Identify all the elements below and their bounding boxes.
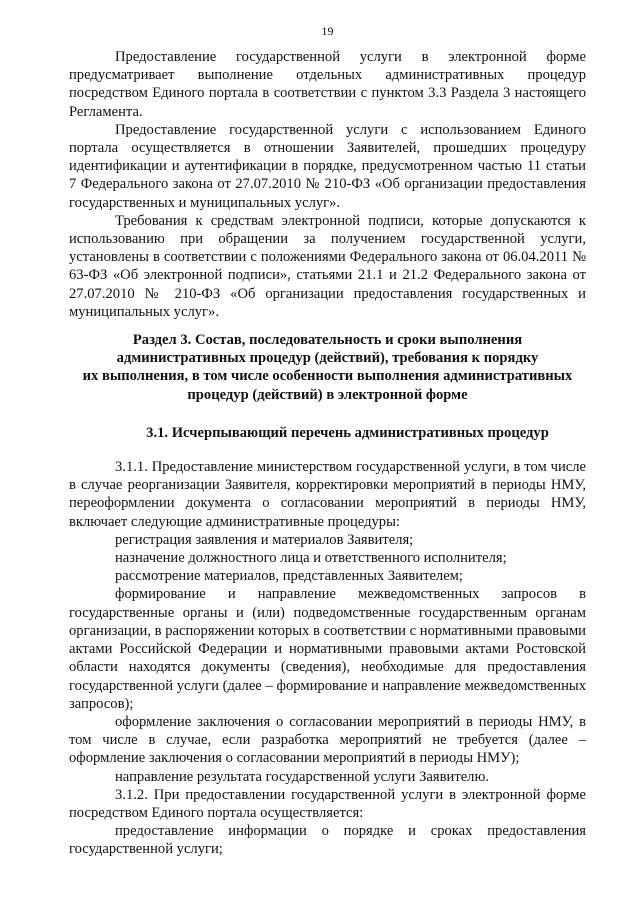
paragraph: 3.1.2. При предоставлении государственной услуги в электронной форме посредством Единого портала осуществляется: [69,786,586,821]
list-item: оформление заключения о согласовании мероприятий в периоды НМУ, в том числе в случае, если разработка мероприятий не требуется (далее – оформление заключения о согласовании мероприятий в периоды НМУ); [69,713,586,767]
list-item: рассмотрение материалов, представленных Заявителем; [115,568,463,585]
section-heading [69,331,586,404]
subsection-heading: 3.1. Исчерпывающий перечень административных процедур [146,424,549,441]
page-number: 19 [321,24,334,38]
paragraph: 3.1.1. Предоставление министерством государственной услуги, в том числе в случае реорганизации Заявителя, корректировки мероприятий в периоды НМУ, переоформлении документа о согласовании мероприятий в периоды НМУ, включает следующие административные процедуры: [69,459,586,530]
list-item: назначение должностного лица и ответственного исполнителя; [115,550,507,567]
list-item: регистрация заявления и материалов Заявителя; [115,531,414,548]
section-heading-line: административных процедур (действий), требования к порядку [116,350,539,367]
list-item: формирование и направление межведомственных запросов в государственные органы и (или) подведомственные государственным органам организации, в распоряжении которых в соответствии с нормативными правовыми актами Российской Федерации и нормативными правовыми актами Ростовской области находятся документы (сведения), необходимые для предоставления государственной услуги (далее – формирование и направление межведомственных запросов); [69,586,586,712]
list-item: предоставление информации о порядке и сроках предоставления государственной услуги; [69,823,586,858]
section-heading-line: Раздел 3. Состав, последовательность и сроки выполнения [132,332,523,349]
section-heading-line: процедур (действий) в электронной форме [187,386,468,403]
paragraph: Предоставление государственной услуги в электронной форме предусматривает выполнение отдельных административных процедур посредством Единого портала в соответствии с пунктом 3.3 Раздела 3 настоящего Регламента. [69,49,586,120]
paragraph: Требования к средствам электронной подписи, которые допускаются к использованию при обращении за получением государственной услуги, установлены в соответствии с положениями Федерального закона от 06.04.2011 № 63-ФЗ «Об электронной подписи», статьями 21.1 и 21.2 Федерального закона от 27.07.2010 № 210-ФЗ «Об организации предоставления государственных и муниципальных услуг». [69,212,586,320]
list-item: направление результата государственной услуги Заявителю. [115,768,490,785]
paragraph: Предоставление государственной услуги с использованием Единого портала осуществляется в отношении Заявителей, прошедших процедуру идентификации и аутентификации в порядке, предусмотренном частью 11 статьи 7 Федерального закона от 27.07.2010 № 210-ФЗ «Об организации предоставления государственных и муниципальных услуг». [69,121,586,211]
section-heading-line: их выполнения, в том числе особенности выполнения административных [82,368,573,385]
